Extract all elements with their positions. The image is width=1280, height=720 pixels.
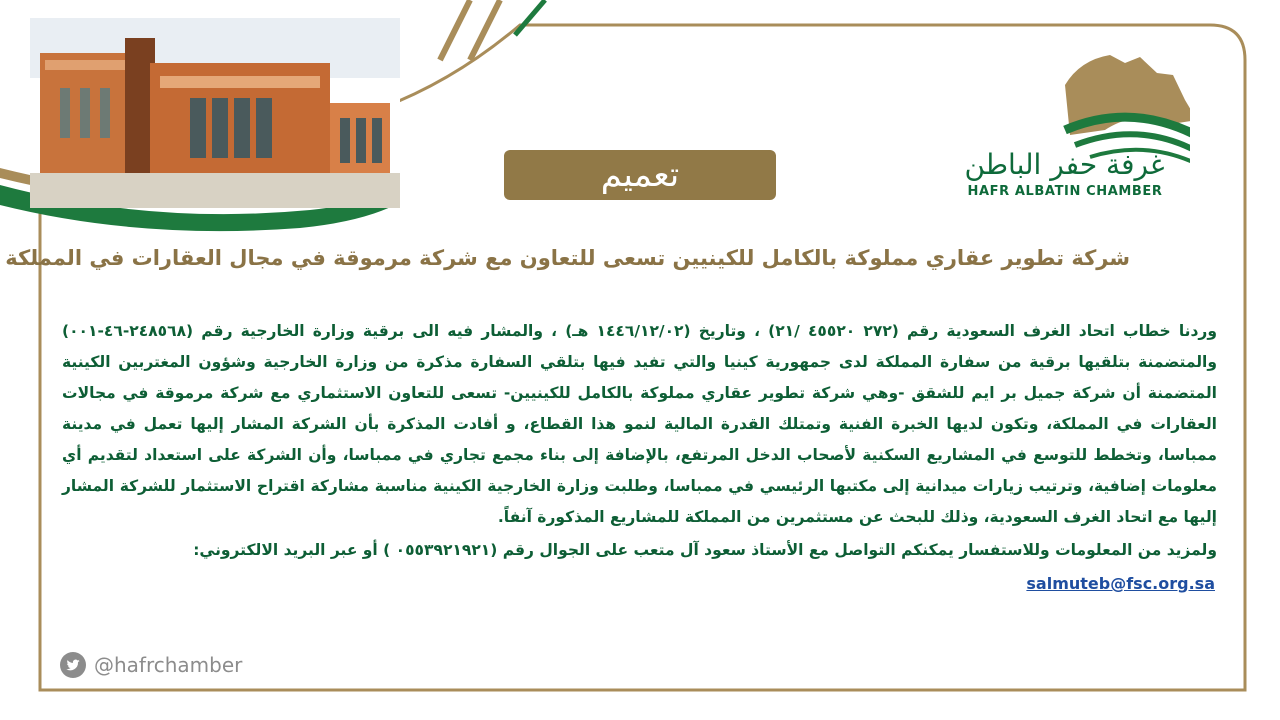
twitter-icon[interactable] bbox=[60, 652, 86, 678]
announcement-body bbox=[62, 316, 1217, 533]
chamber-logo-icon bbox=[935, 45, 1190, 205]
headline: شركة تطوير عقاري مملوكة بالكامل للكينيين تسعى للتعاون مع شركة مرموقة في مجال العقارات في المملكة bbox=[5, 246, 1130, 270]
email-link[interactable]: salmuteb@fsc.org.sa bbox=[1026, 574, 1215, 593]
badge-label: تعميم bbox=[600, 155, 680, 195]
contact-line: ولمزيد من المعلومات وللاستفسار يمكنكم التواصل مع الأستاذ سعود آل متعب على الجوال رقم (٠٥٥٣٩٢١٩٢١ ) أو عبر البريد الالكتروني: bbox=[193, 541, 1217, 559]
twitter-handle[interactable]: @hafrchamber bbox=[94, 653, 243, 677]
body-paragraph: وردنا خطاب اتحاد الغرف السعودية رقم (٢٧٢ ٤٥٥٢٠ /٢١) ، وتاريخ (١٤٤٦/١٢/٠٢ هـ) ، والمشار فيه الى برقية وزارة الخارجية رقم (٢٤٨٥٦٨-٤٦-٠٠١) والمتضمنة بتلقيها برقية من سفارة المملكة لدى جمهورية كينيا والتي تفيد فيها بتلقي السفارة مذكرة من وزارة الخارجية وشؤون المغتربين الكينية المتضمنة أن شركة جميل بر ايم للشقق -وهي شركة تطوير عقاري مملوكة بالكامل للكينيين- تسعى للتعاون الاستثماري مع شركة مرموقة في مجالات العقارات في المملكة، وتكون لديها الخبرة الفنية وتمتلك القدرة المالية لنمو هذا القطاع، و أفادت المذكرة بأن الشركة المشار إليها تعمل في مدينة ممباسا، وتخطط للتوسع في المشاريع السكنية لأصحاب الدخل المرتفع، بالإضافة إلى بناء مجمع تجاري في ممباسا، وأن الشركة على استعداد لتقديم أي معلومات إضافية، وترتيب زيارات ميدانية إلى مكتبها الرئيسي في ممباسا، وطلبت وزارة الخارجية الكينية مناسبة مشاركة اقتراح الاستثمار للشركة المشار إليها مع اتحاد الغرف السعودية، وذلك للبحث عن مستثمرين من المملكة للمشاريع المذكورة آنفاً. bbox=[62, 322, 1217, 526]
logo-arabic-name: غرفة حفر الباطن bbox=[964, 148, 1165, 181]
building-photo bbox=[30, 18, 400, 208]
logo-english-name: HAFR ALBATIN CHAMBER bbox=[967, 184, 1163, 199]
social-handle bbox=[60, 652, 242, 678]
circular-badge bbox=[504, 150, 776, 200]
